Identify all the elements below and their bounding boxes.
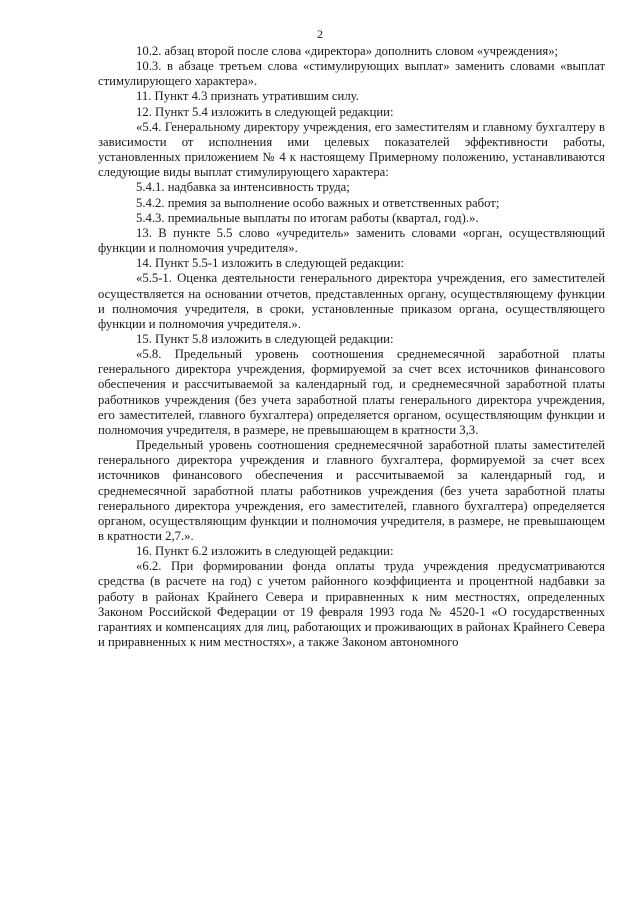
paragraph-13: 13. В пункте 5.5 слово «учредитель» заменить словами «орган, осуществляющий функции и полномочия учредителя». [98,225,605,256]
paragraph-5-4-3: 5.4.3. премиальные выплаты по итогам работы (квартал, год).». [136,210,479,225]
paragraph-5-8-second: Предельный уровень соотношения среднемесячной заработной платы заместителей генерального директора учреждения и главного бухгалтера, формируемой за счет всех источников финансового обеспечения и рассчитываемой за календарный год, и среднемесячной заработной платы работников учреждения (без учета заработной платы генерального директора учреждения, его заместителей, главного бухгалтера) определяется органом, осуществляющим функции и полномочия учредителя, в размере, не превышающем в кратности 2,7.». [98,438,605,543]
paragraph-15: 15. Пункт 5.8 изложить в следующей редакции: [136,331,394,346]
paragraph-5-4-2: 5.4.2. премия за выполнение особо важных и ответственных работ; [136,195,500,210]
paragraph-10-3: 10.3. в абзаце третьем слова «стимулирующих выплат» заменить словами «выплат стимулирующего характера». [98,59,605,89]
page-number: 2 [317,27,323,41]
paragraph-5-8: «5.8. Предельный уровень соотношения среднемесячной заработной платы генерального директора учреждения, формируемой за счет всех источников финансового обеспечения и рассчитываемой за календарный год, и среднемесячной заработной платы работников учреждения (без учета заработной платы генерального директора учреждения, его заместителей, главного бухгалтера) определяется органом, осуществляющим функции и полномочия учредителя, в размере, не превышающем в кратности 3,3. [98,347,605,437]
paragraph-16: 16. Пункт 6.2 изложить в следующей редакции: [136,544,394,559]
paragraph-11: 11. Пункт 4.3 признать утратившим силу. [136,89,359,104]
paragraph-12: 12. Пункт 5.4 изложить в следующей редакции: [136,104,394,119]
document-body [98,44,605,650]
paragraph-10-2: 10.2. абзац второй после слова «директора» дополнить словом «учреждения»; [136,44,559,58]
paragraph-6-2: «6.2. При формировании фонда оплаты труда учреждения предусматриваются средства (в расчете на год) с учетом районного коэффициента и процентной надбавки за работу в районах Крайнего Севера и приравненных к ним местностях, определенных Законом Российской Федерации от 19 февраля 1993 года № 4520-1 «О государственных гарантиях и компенсациях для лиц, работающих и проживающих в районах Крайнего Севера и приравненных к ним местностях», а также Законом автономного [98,559,605,650]
paragraph-5-4: «5.4. Генеральному директору учреждения, его заместителям и главному бухгалтеру в зависимости от исполнения ими целевых показателей эффективности работы, установленных приложением № 4 к настоящему Примерному положению, устанавливаются следующие виды выплат стимулирующего характера: [98,119,605,180]
paragraph-5-5-1: «5.5-1. Оценка деятельности генерального директора учреждения, его заместителей осуществляется на основании отчетов, представленных органу, осуществляющему функции и полномочия учредителя, в сроки, установленные приказом органа, осуществляющего функции и полномочия учредителя.». [98,271,605,331]
paragraph-5-4-1: 5.4.1. надбавка за интенсивность труда; [136,180,350,195]
paragraph-14: 14. Пункт 5.5-1 изложить в следующей редакции: [136,256,405,271]
